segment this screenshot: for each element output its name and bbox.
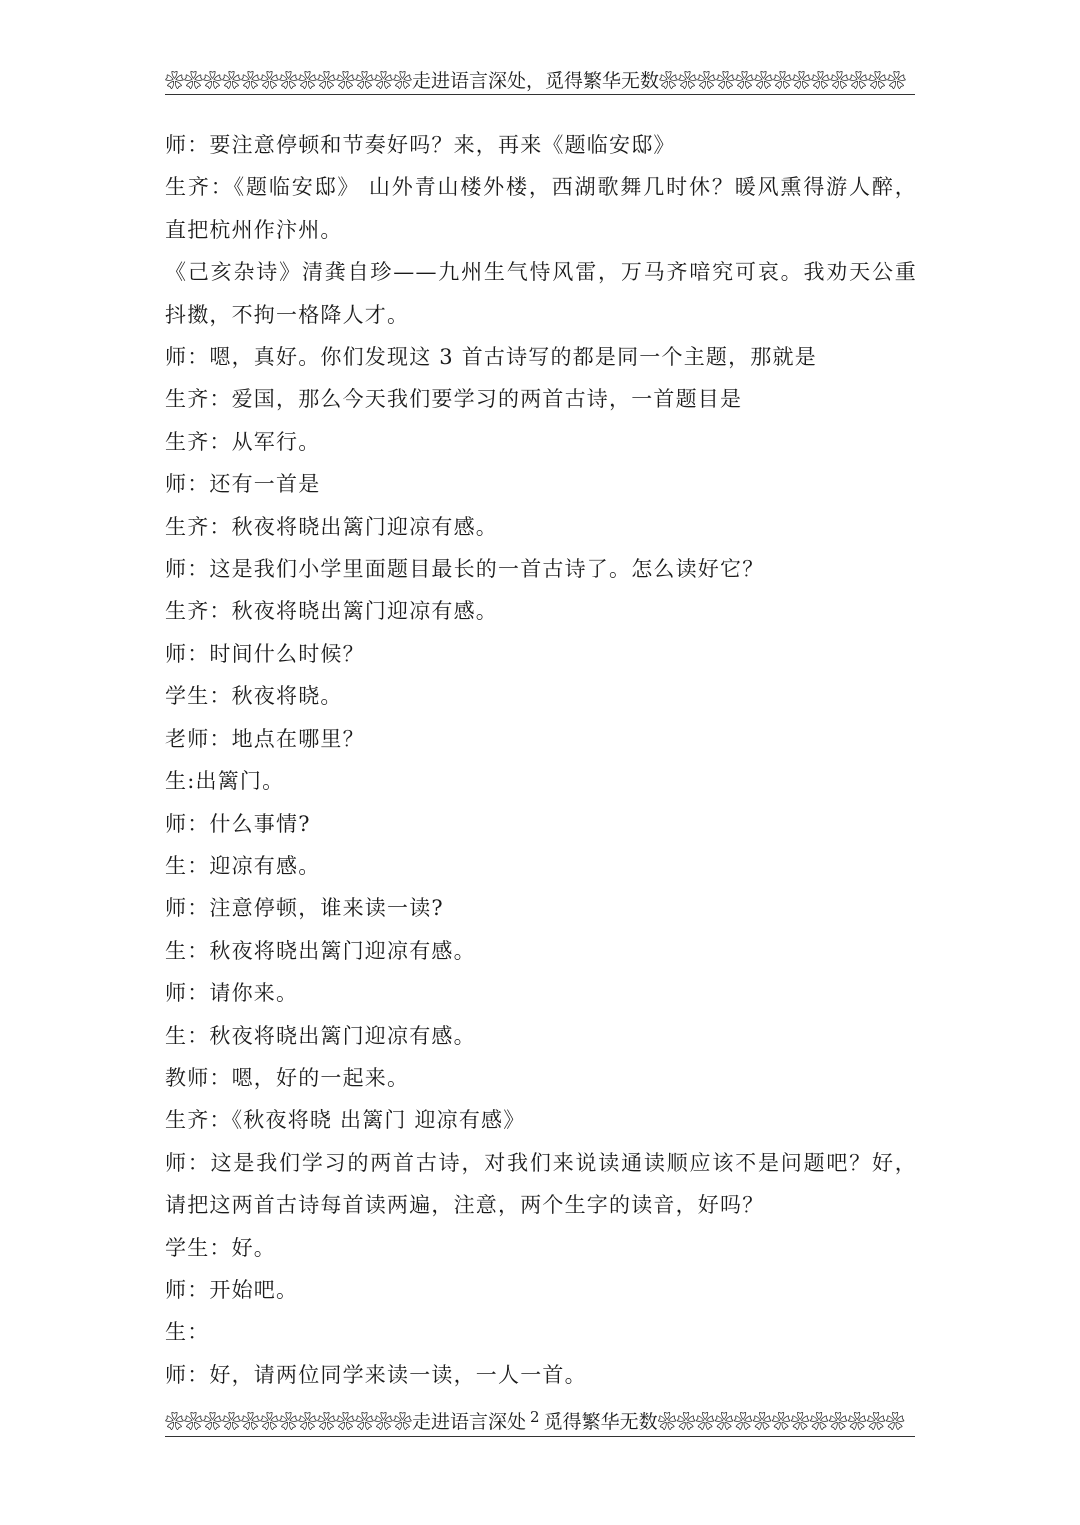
dialogue-line: 师：还有一首是: [165, 472, 321, 497]
dialogue-line: 生齐：秋夜将晓出篱门迎凉有感。: [165, 599, 498, 624]
dialogue-line: 师：这是我们小学里面题目最长的一首古诗了。怎么读好它？: [165, 557, 765, 582]
dialogue-line: 师：好，请两位同学来读一读，一人一首。: [165, 1362, 587, 1387]
dialogue-line: 师：时间什么时候？: [165, 641, 365, 666]
dialogue-line: 学生：秋夜将晓。: [165, 684, 343, 709]
running-footer: [165, 1408, 915, 1437]
dialogue-line: 教师：嗯，好的一起来。: [165, 1065, 410, 1090]
dialogue-line: 师：注意停顿，谁来读一读?: [165, 896, 444, 921]
dialogue-line: 师：请你来。: [165, 981, 299, 1006]
dialogue-line: 生：秋夜将晓出篱门迎凉有感。: [165, 1023, 476, 1048]
dialogue-line: 生：迎凉有感。: [165, 853, 321, 878]
running-footer-right: 觅得繁华无数❀❀❀❀❀❀❀❀❀❀❀❀❀: [543, 1411, 905, 1433]
running-header: [165, 68, 915, 95]
dialogue-line: 生：: [165, 1320, 210, 1345]
page-number: 2: [530, 1408, 540, 1426]
dialogue-line: 《己亥杂诗》清龚自珍——九州生气恃风雷，万马齐喑究可哀。我劝天公重抖擞，不拘一格降人才。: [165, 260, 917, 327]
running-header-text: ❀❀❀❀❀❀❀❀❀❀❀❀❀走进语言深处，觅得繁华无数❀❀❀❀❀❀❀❀❀❀❀❀❀: [165, 70, 907, 92]
dialogue-line: 生齐：爱国，那么今天我们要学习的两首古诗，一首题目是: [165, 387, 743, 412]
dialogue-line: 老师：地点在哪里？: [165, 726, 365, 751]
dialogue-line: 生齐：《秋夜将晓 出篱门 迎凉有感》: [165, 1108, 526, 1133]
dialogue-line: 生齐：《题临安邸》 山外青山楼外楼，西湖歌舞几时休？暖风熏得游人醉，直把杭州作汴州。: [165, 175, 917, 242]
dialogue-line: 师：这是我们学习的两首古诗，对我们来说读通读顺应该不是问题吧？好，请把这两首古诗每首读两遍，注意，两个生字的读音，好吗？: [165, 1150, 917, 1218]
dialogue-line: 师：开始吧。: [165, 1277, 299, 1302]
dialogue-line: 生:出篱门。: [165, 769, 285, 794]
dialogue-line: 学生：好。: [165, 1235, 276, 1260]
dialogue-line: 生齐：秋夜将晓出篱门迎凉有感。: [165, 514, 498, 539]
dialogue-line: 生齐：从军行。: [165, 429, 321, 454]
running-footer-left: ❀❀❀❀❀❀❀❀❀❀❀❀❀走进语言深处: [165, 1411, 527, 1433]
dialogue-line: 师：嗯，真好。你们发现这 3 首古诗写的都是同一个主题，那就是: [165, 345, 817, 370]
dialogue-body: [165, 124, 917, 1396]
dialogue-line: 师：什么事情?: [165, 811, 311, 836]
dialogue-line: 师：要注意停顿和节奏好吗？来，再来《题临安邸》: [165, 133, 676, 157]
dialogue-line: 生：秋夜将晓出篱门迎凉有感。: [165, 938, 476, 963]
